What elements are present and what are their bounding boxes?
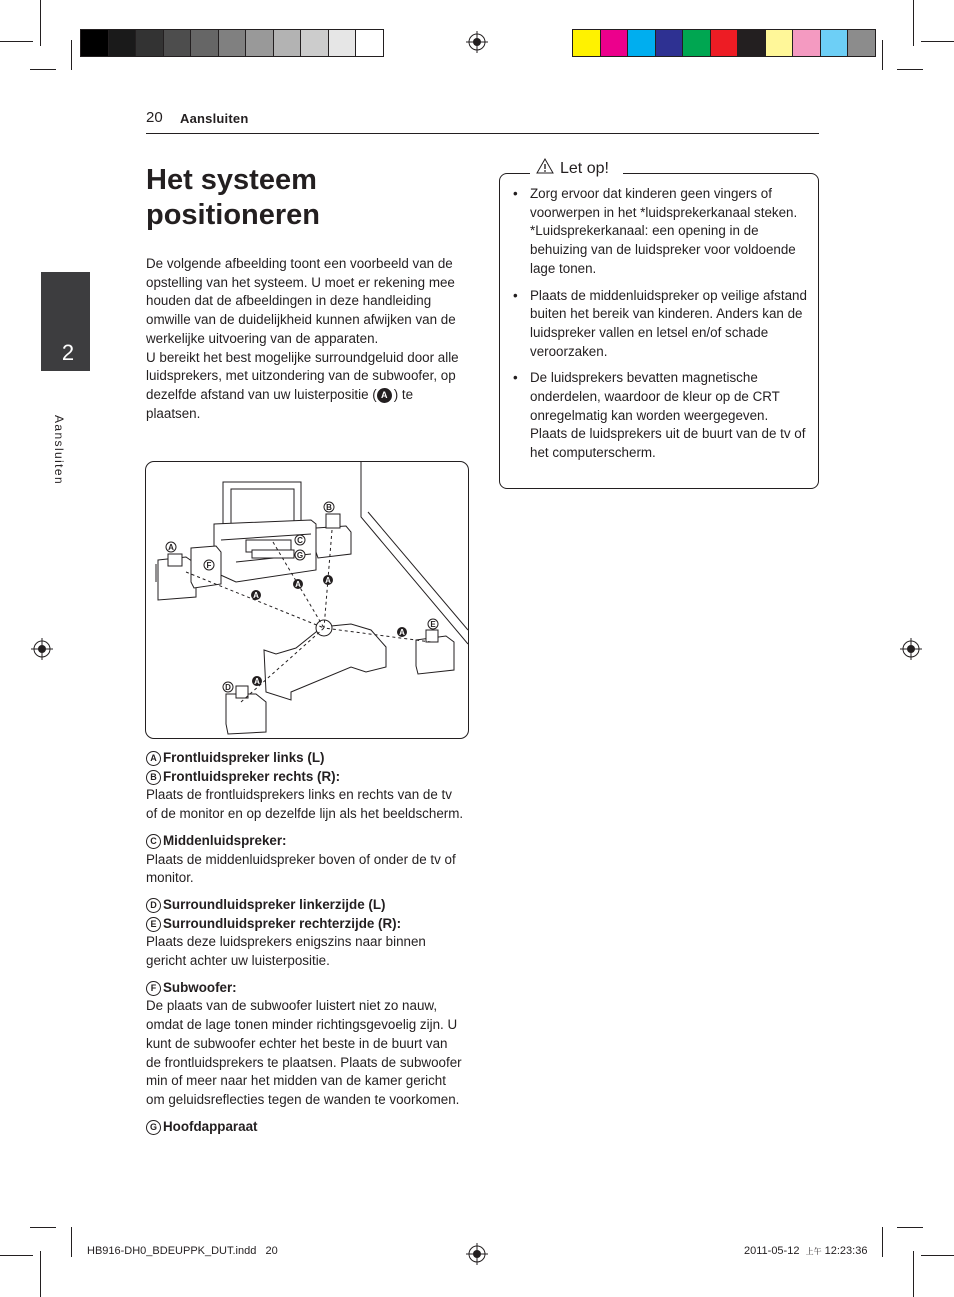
legend-marker: F: [146, 981, 161, 996]
header-rule: [146, 133, 819, 134]
color-swatch: [136, 30, 164, 56]
legend-description: Plaats de frontluidsprekers links en rechts van de tv of de monitor en op dezelfde lijn als het beeldscherm.: [146, 787, 464, 822]
list-item: • De luidsprekers bevatten magnetische onderdelen, waardoor de kleur op de CRT onregelmatig kan worden weergegeven. Plaats de luidsprekers uit de buurt van de tv of het computerscherm.: [512, 369, 808, 463]
color-swatch: [191, 30, 219, 56]
color-swatch: [628, 30, 656, 56]
warning-icon: [536, 158, 554, 179]
intro-text: [146, 255, 466, 423]
color-swatch: [766, 30, 794, 56]
legend-marker: B: [146, 770, 161, 785]
chapter-label: Aansluiten: [52, 415, 66, 486]
marker-a-label: A: [254, 677, 260, 686]
legend-heading: [146, 768, 466, 787]
legend-description: Plaats deze luidsprekers enigszins naar binnen gericht achter uw luisterpositie.: [146, 934, 426, 969]
speaker-legend: [146, 749, 466, 1144]
registration-mark-icon: [31, 638, 53, 660]
color-swatch: [793, 30, 821, 56]
color-swatch: [738, 30, 766, 56]
marker-c-label: C: [297, 536, 303, 545]
color-swatch: [821, 30, 849, 56]
color-swatch: [81, 30, 109, 56]
color-swatch: [573, 30, 601, 56]
list-item: • Zorg ervoor dat kinderen geen vingers of voorwerpen in het *luidsprekerkanaal steken. *Luidsprekerkanaal: een opening in de behuizing van de luidspreker voor voldoende lage tonen.: [512, 185, 808, 279]
legend-heading-text: Subwoofer:: [163, 979, 237, 995]
color-swatch: [246, 30, 274, 56]
legend-heading-text: Middenluidspreker:: [163, 832, 287, 848]
marker-a-label: A: [168, 543, 174, 552]
legend-heading-text: Surroundluidspreker linkerzijde (L): [163, 896, 386, 912]
legend-marker: A: [146, 751, 161, 766]
legend-marker: D: [146, 898, 161, 913]
marker-g-label: G: [296, 551, 304, 560]
legend-description: Plaats de middenluidspreker boven of onder de tv of monitor.: [146, 851, 456, 886]
color-swatch: [356, 30, 383, 56]
legend-description: De plaats van de subwoofer luistert niet zo nauw, omdat de lage tonen minder richtingsgevoelig zijn. U kunt de subwoofer echter het beste in de buurt van de frontluidsprekers te plaatsen. Plaats de subwoofer min of meer naar het midden van de kamer gericht om geluidsreflecties tegen de wanden te voorkomen.: [146, 998, 462, 1107]
section-heading: Aansluiten: [180, 111, 249, 126]
legend-heading: [146, 915, 466, 934]
marker-b-label: B: [326, 503, 332, 512]
room-illustration: [146, 462, 468, 738]
legend-heading: [146, 1118, 466, 1137]
registration-mark-icon: [466, 31, 488, 53]
page-title: Het systeem positioneren: [146, 164, 321, 231]
marker-f-label: F: [206, 561, 212, 570]
color-swatch: [219, 30, 247, 56]
page-number: 20: [146, 109, 163, 126]
legend-heading: [146, 832, 466, 851]
legend-marker: C: [146, 834, 161, 849]
footer-timestamp: [744, 1245, 867, 1257]
rear-left-speaker-illustration: [226, 694, 266, 734]
color-swatch: [329, 30, 357, 56]
legend-marker: E: [146, 917, 161, 932]
caution-title: Let op!: [560, 159, 609, 177]
chapter-number: 2: [61, 340, 75, 365]
marker-a-badge: A: [377, 388, 392, 403]
wall-line: [361, 462, 468, 644]
registration-mark-icon: [466, 1243, 488, 1265]
caution-heading: [530, 158, 623, 179]
marker-a-label: A: [253, 591, 259, 600]
wall-line: [368, 512, 468, 630]
marker-e-label: E: [430, 620, 436, 629]
marker-a-label: A: [325, 576, 331, 585]
color-swatch: [274, 30, 302, 56]
legend-heading-text: Hoofdapparaat: [163, 1118, 258, 1134]
legend-heading: [146, 896, 466, 915]
center-speaker-illustration: [252, 550, 294, 558]
color-swatch: [301, 30, 329, 56]
legend-heading: [146, 979, 466, 998]
legend-heading: [146, 749, 466, 768]
caution-list: [512, 185, 808, 471]
list-item: • Plaats de middenluidspreker op veilige afstand buiten het bereik van kinderen. Anders kan de luidspreker vallen en letsel en/of schade veroorzaken.: [512, 287, 808, 362]
marker-a-label: A: [295, 580, 301, 589]
front-right-speaker-illustration: [316, 526, 351, 558]
color-swatch: [711, 30, 739, 56]
marker-d-label: D: [225, 683, 231, 692]
legend-heading-text: Surroundluidspreker rechterzijde (R):: [163, 915, 402, 931]
color-swatch: [601, 30, 629, 56]
registration-mark-icon: [900, 638, 922, 660]
color-swatch: [164, 30, 192, 56]
footer-date: 2011-05-12: [744, 1245, 800, 1257]
legend-heading-text: Frontluidspreker rechts (R):: [163, 768, 341, 784]
intro-text-part: ) te plaatsen.: [146, 386, 414, 421]
intro-text-part: U bereikt het best mogelijke surroundgeluid door alle luidsprekers, met uitzondering van de subwoofer, op dezelfde afstand van uw luisterpositie (: [146, 349, 459, 402]
marker-a-label: A: [399, 628, 405, 637]
intro-paragraph: [146, 349, 466, 424]
legend-marker: G: [146, 1120, 161, 1135]
grayscale-swatch-bar: [80, 29, 384, 57]
color-swatch: [656, 30, 684, 56]
speaker-placement-diagram: [145, 461, 469, 739]
color-swatch-bar: [572, 29, 876, 57]
color-swatch: [109, 30, 137, 56]
legend-heading-text: Frontluidspreker links (L): [163, 750, 325, 765]
color-swatch: [848, 30, 875, 56]
color-swatch: [683, 30, 711, 56]
footer-time-prefix: 上午: [805, 1247, 822, 1256]
footer-filename: HB916-DH0_BDEUPPK_DUT.indd 20: [87, 1245, 278, 1257]
footer-time: 12:23:36: [824, 1245, 868, 1257]
intro-paragraph: De volgende afbeelding toont een voorbeeld van de opstelling van het systeem. U moet er rekening mee houden dat de afbeeldingen in deze handleiding omwille van de duidelijkheid kunnen afwijken van de werkelijke uitvoering van de apparaten.: [146, 256, 456, 346]
